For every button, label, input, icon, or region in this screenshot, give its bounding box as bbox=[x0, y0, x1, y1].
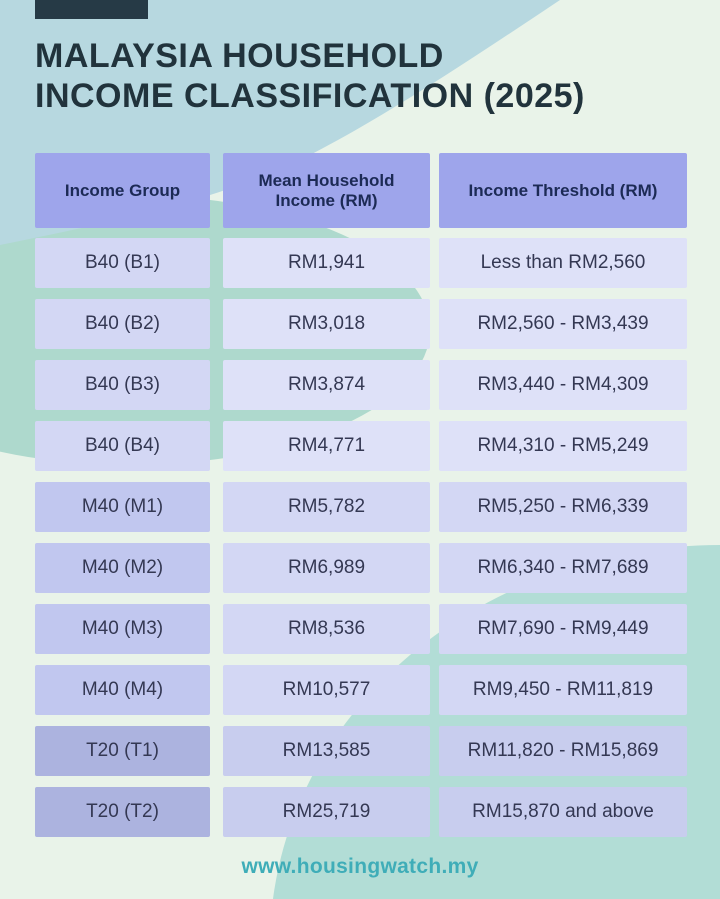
table-rows bbox=[35, 238, 687, 848]
mean-income-cell: RM6,989 bbox=[223, 543, 430, 593]
income-threshold-cell: RM3,440 - RM4,309 bbox=[439, 360, 687, 410]
mean-income-cell: RM8,536 bbox=[223, 604, 430, 654]
mean-income-cell: RM5,782 bbox=[223, 482, 430, 532]
table-row bbox=[35, 787, 687, 848]
income-threshold-cell: RM15,870 and above bbox=[439, 787, 687, 837]
table-row bbox=[35, 543, 687, 604]
accent-block bbox=[35, 0, 148, 19]
income-threshold-cell: RM11,820 - RM15,869 bbox=[439, 726, 687, 776]
income-group-cell: M40 (M3) bbox=[35, 604, 210, 654]
income-group-cell: T20 (T1) bbox=[35, 726, 210, 776]
header-income-group: Income Group bbox=[35, 153, 210, 228]
mean-income-cell: RM3,874 bbox=[223, 360, 430, 410]
page-title-line1: MALAYSIA HOUSEHOLD bbox=[35, 37, 444, 75]
income-group-cell: M40 (M2) bbox=[35, 543, 210, 593]
header-income-threshold: Income Threshold (RM) bbox=[439, 153, 687, 228]
income-threshold-cell: RM4,310 - RM5,249 bbox=[439, 421, 687, 471]
mean-income-cell: RM3,018 bbox=[223, 299, 430, 349]
table-header-row bbox=[35, 153, 687, 238]
income-threshold-cell: RM2,560 - RM3,439 bbox=[439, 299, 687, 349]
income-threshold-cell: RM7,690 - RM9,449 bbox=[439, 604, 687, 654]
income-group-cell: B40 (B3) bbox=[35, 360, 210, 410]
header-mean-income: Mean Household Income (RM) bbox=[223, 153, 430, 228]
income-threshold-cell: RM6,340 - RM7,689 bbox=[439, 543, 687, 593]
mean-income-cell: RM1,941 bbox=[223, 238, 430, 288]
page-title-line2: INCOME CLASSIFICATION (2025) bbox=[35, 77, 585, 116]
table-row bbox=[35, 604, 687, 665]
income-group-cell: M40 (M1) bbox=[35, 482, 210, 532]
table-row bbox=[35, 726, 687, 787]
mean-income-cell: RM25,719 bbox=[223, 787, 430, 837]
mean-income-cell: RM4,771 bbox=[223, 421, 430, 471]
income-group-cell: T20 (T2) bbox=[35, 787, 210, 837]
income-threshold-cell: RM9,450 - RM11,819 bbox=[439, 665, 687, 715]
income-group-cell: M40 (M4) bbox=[35, 665, 210, 715]
table-row bbox=[35, 238, 687, 299]
table-row bbox=[35, 665, 687, 726]
income-threshold-cell: Less than RM2,560 bbox=[439, 238, 687, 288]
income-table bbox=[35, 153, 687, 848]
mean-income-cell: RM10,577 bbox=[223, 665, 430, 715]
income-threshold-cell: RM5,250 - RM6,339 bbox=[439, 482, 687, 532]
table-row bbox=[35, 360, 687, 421]
table-row bbox=[35, 482, 687, 543]
page-title bbox=[35, 36, 675, 116]
income-group-cell: B40 (B4) bbox=[35, 421, 210, 471]
income-group-cell: B40 (B1) bbox=[35, 238, 210, 288]
income-group-cell: B40 (B2) bbox=[35, 299, 210, 349]
table-row bbox=[35, 299, 687, 360]
mean-income-cell: RM13,585 bbox=[223, 726, 430, 776]
footer-link[interactable]: www.housingwatch.my bbox=[241, 855, 479, 878]
table-row bbox=[35, 421, 687, 482]
